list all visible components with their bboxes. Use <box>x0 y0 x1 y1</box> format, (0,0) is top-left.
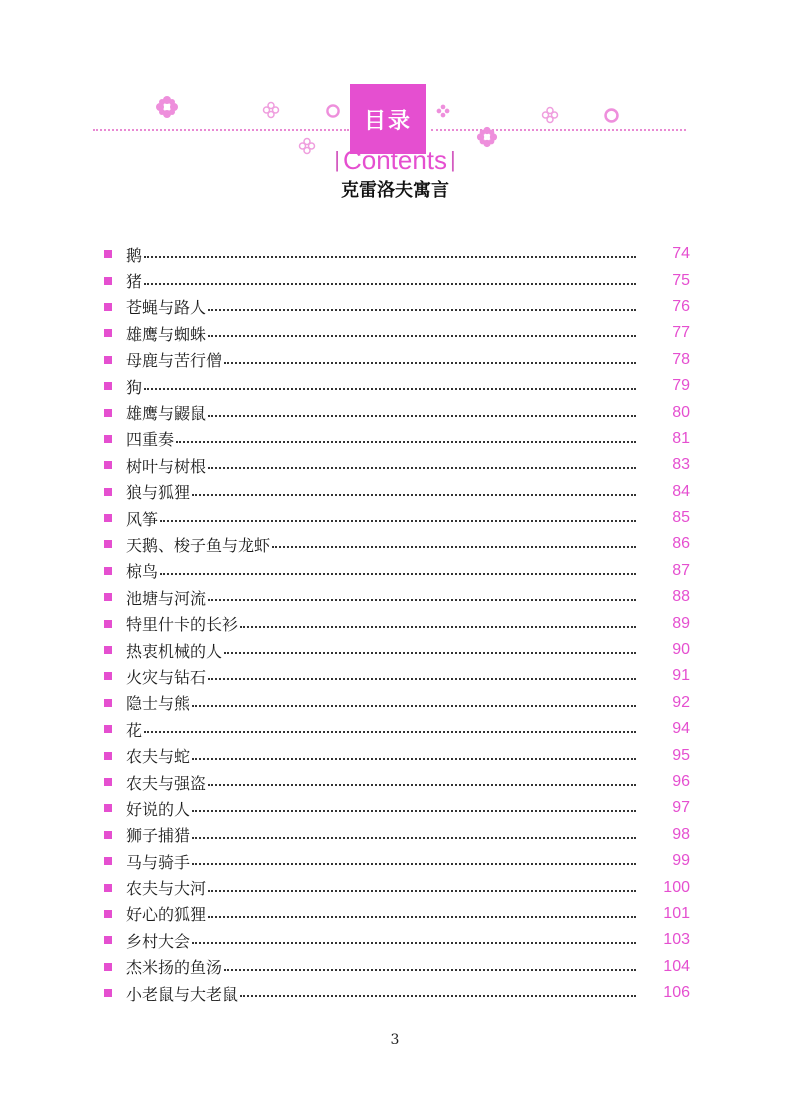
dot-leader <box>192 758 636 760</box>
book-title: 克雷洛夫寓言 <box>341 180 449 201</box>
flower-outline-icon <box>541 106 559 124</box>
toc-entry-title: 农夫与蛇 <box>126 747 191 767</box>
toc-entry[interactable] <box>100 531 690 557</box>
toc-entry-page: 85 <box>672 509 690 527</box>
toc-entry-page: 101 <box>663 904 690 922</box>
toc-entry[interactable] <box>100 347 690 373</box>
dot-leader <box>224 969 636 971</box>
toc-entry-title: 乡村大会 <box>126 931 191 951</box>
flower-icon <box>436 104 450 118</box>
table-of-contents <box>100 241 690 1006</box>
toc-entry[interactable] <box>100 373 690 399</box>
toc-entry-page: 75 <box>672 271 690 289</box>
toc-entry[interactable] <box>100 294 690 320</box>
toc-entry[interactable] <box>100 663 690 689</box>
toc-entry[interactable] <box>100 954 690 980</box>
toc-entry[interactable] <box>100 716 690 742</box>
toc-entry-page: 81 <box>672 429 690 447</box>
square-bullet-icon <box>104 514 112 522</box>
toc-entry-title: 好心的狐狸 <box>126 905 207 925</box>
toc-entry-title: 猪 <box>126 272 143 292</box>
toc-entry-title: 火灾与钻石 <box>126 667 207 687</box>
toc-entry-page: 87 <box>672 561 690 579</box>
toc-entry-page: 89 <box>672 614 690 632</box>
square-bullet-icon <box>104 831 112 839</box>
toc-entry[interactable] <box>100 452 690 478</box>
toc-entry-page: 106 <box>663 984 690 1002</box>
toc-entry[interactable] <box>100 690 690 716</box>
toc-entry[interactable] <box>100 426 690 452</box>
square-bullet-icon <box>104 329 112 337</box>
toc-entry-title: 母鹿与苦行僧 <box>126 351 223 371</box>
dot-leader <box>144 731 636 733</box>
dot-leader <box>272 546 636 548</box>
toc-entry-title: 雄鹰与蜘蛛 <box>126 324 207 344</box>
toc-entry-page: 92 <box>672 693 690 711</box>
square-bullet-icon <box>104 382 112 390</box>
toc-entry-title: 狮子捕猎 <box>126 826 191 846</box>
toc-entry-page: 88 <box>672 588 690 606</box>
dot-leader <box>208 415 636 417</box>
toc-entry-page: 83 <box>672 456 690 474</box>
toc-entry-title: 马与骑手 <box>126 852 191 872</box>
toc-entry-page: 98 <box>672 825 690 843</box>
toc-entry-title: 杰米扬的鱼汤 <box>126 958 223 978</box>
toc-entry[interactable] <box>100 901 690 927</box>
toc-entry-page: 94 <box>672 720 690 738</box>
toc-entry[interactable] <box>100 795 690 821</box>
square-bullet-icon <box>104 699 112 707</box>
toc-entry-page: 103 <box>663 931 690 949</box>
dot-leader <box>208 467 636 469</box>
dot-leader <box>192 810 636 812</box>
square-bullet-icon <box>104 857 112 865</box>
toc-entry-page: 99 <box>672 852 690 870</box>
toc-entry-title: 雄鹰与鼹鼠 <box>126 404 207 424</box>
toc-entry-title: 苍蝇与路人 <box>126 298 207 318</box>
square-bullet-icon <box>104 672 112 680</box>
toc-entry-page: 78 <box>672 350 690 368</box>
heading-text: 目录 <box>363 108 412 134</box>
toc-entry-title: 池塘与河流 <box>126 588 207 608</box>
toc-entry-title: 小老鼠与大老鼠 <box>126 984 239 1004</box>
toc-entry-title: 花 <box>126 720 143 740</box>
dot-leader <box>144 256 636 258</box>
dot-leader <box>224 362 636 364</box>
dot-leader <box>208 890 636 892</box>
toc-entry[interactable] <box>100 320 690 346</box>
toc-entry-page: 80 <box>672 403 690 421</box>
square-bullet-icon <box>104 646 112 654</box>
divider-bar-left: | <box>334 147 340 172</box>
dot-leader <box>144 388 636 390</box>
square-bullet-icon <box>104 778 112 786</box>
toc-entry[interactable] <box>100 479 690 505</box>
dot-leader <box>192 942 636 944</box>
toc-entry-page: 77 <box>672 324 690 342</box>
toc-entry-page: 95 <box>672 746 690 764</box>
decorative-dotted-line-left <box>93 129 349 131</box>
square-bullet-icon <box>104 752 112 760</box>
toc-entry-page: 74 <box>672 245 690 263</box>
toc-entry-title: 鹅 <box>126 245 143 265</box>
toc-entry-page: 90 <box>672 641 690 659</box>
toc-entry-page: 96 <box>672 773 690 790</box>
toc-entry[interactable] <box>100 610 690 636</box>
square-bullet-icon <box>104 250 112 258</box>
toc-entry[interactable] <box>100 848 690 874</box>
dot-leader <box>192 494 636 496</box>
flower-outline-icon <box>262 101 280 119</box>
toc-entry-title: 农夫与大河 <box>126 879 207 899</box>
toc-entry-page: 104 <box>663 957 690 975</box>
toc-entry-title: 椋鸟 <box>126 562 159 582</box>
dot-leader <box>208 784 636 786</box>
toc-entry-title: 农夫与强盗 <box>126 773 207 793</box>
toc-entry-page: 91 <box>672 667 690 685</box>
square-bullet-icon <box>104 910 112 918</box>
square-bullet-icon <box>104 884 112 892</box>
toc-entry-page: 86 <box>672 535 690 553</box>
toc-entry-title: 树叶与树根 <box>126 456 207 476</box>
toc-entry[interactable] <box>100 927 690 953</box>
flower-icon <box>155 95 179 119</box>
square-bullet-icon <box>104 989 112 997</box>
square-bullet-icon <box>104 540 112 548</box>
toc-entry-page: 79 <box>672 377 690 395</box>
dot-leader <box>176 441 636 443</box>
toc-entry[interactable] <box>100 742 690 768</box>
dot-leader <box>144 283 636 285</box>
square-bullet-icon <box>104 488 112 496</box>
toc-entry-page: 84 <box>672 482 690 500</box>
dot-leader <box>192 705 636 707</box>
square-bullet-icon <box>104 804 112 812</box>
toc-entry[interactable] <box>100 241 690 267</box>
square-bullet-icon <box>104 593 112 601</box>
toc-entry-title: 特里什卡的长衫 <box>126 615 239 635</box>
ring-icon <box>603 107 620 124</box>
dot-leader <box>208 335 636 337</box>
toc-entry[interactable] <box>100 769 690 795</box>
toc-entry[interactable] <box>100 267 690 293</box>
dot-leader <box>208 599 636 601</box>
toc-entry[interactable] <box>100 874 690 900</box>
toc-entry[interactable] <box>100 399 690 425</box>
toc-entry-title: 好说的人 <box>126 799 191 819</box>
toc-entry-title: 狼与狐狸 <box>126 483 191 503</box>
toc-entry[interactable] <box>100 584 690 610</box>
dot-leader <box>192 863 636 865</box>
toc-entry[interactable] <box>100 980 690 1006</box>
toc-entry-title: 热衷机械的人 <box>126 641 223 661</box>
dot-leader <box>192 837 636 839</box>
decorative-dotted-line-right <box>431 129 686 131</box>
square-bullet-icon <box>104 435 112 443</box>
contents-label-row <box>300 143 490 177</box>
toc-entry[interactable] <box>100 505 690 531</box>
toc-entry[interactable] <box>100 558 690 584</box>
page-number: 3 <box>390 1032 400 1048</box>
square-bullet-icon <box>104 303 112 311</box>
square-bullet-icon <box>104 567 112 575</box>
square-bullet-icon <box>104 725 112 733</box>
dot-leader <box>224 652 636 654</box>
ring-icon <box>325 103 341 119</box>
square-bullet-icon <box>104 461 112 469</box>
toc-entry-page: 76 <box>672 297 690 315</box>
toc-entry-title: 天鹅、梭子鱼与龙虾 <box>126 535 271 555</box>
square-bullet-icon <box>104 356 112 364</box>
divider-bar-right: | <box>450 147 456 172</box>
toc-entry[interactable] <box>100 637 690 663</box>
toc-entry-title: 风筝 <box>126 509 159 529</box>
contents-label: Contents <box>342 144 448 175</box>
dot-leader <box>208 678 636 680</box>
toc-entry-page: 100 <box>663 878 690 896</box>
toc-entry-page: 97 <box>672 799 690 817</box>
toc-entry-title: 四重奏 <box>126 430 175 450</box>
toc-entry-title: 隐士与熊 <box>126 694 191 714</box>
toc-entry-title: 狗 <box>126 377 143 397</box>
dot-leader <box>240 995 636 997</box>
dot-leader <box>208 916 636 918</box>
dot-leader <box>240 626 636 628</box>
square-bullet-icon <box>104 409 112 417</box>
dot-leader <box>160 573 636 575</box>
dot-leader <box>208 309 636 311</box>
dot-leader <box>160 520 636 522</box>
square-bullet-icon <box>104 277 112 285</box>
square-bullet-icon <box>104 963 112 971</box>
square-bullet-icon <box>104 936 112 944</box>
square-bullet-icon <box>104 620 112 628</box>
toc-entry[interactable] <box>100 822 690 848</box>
